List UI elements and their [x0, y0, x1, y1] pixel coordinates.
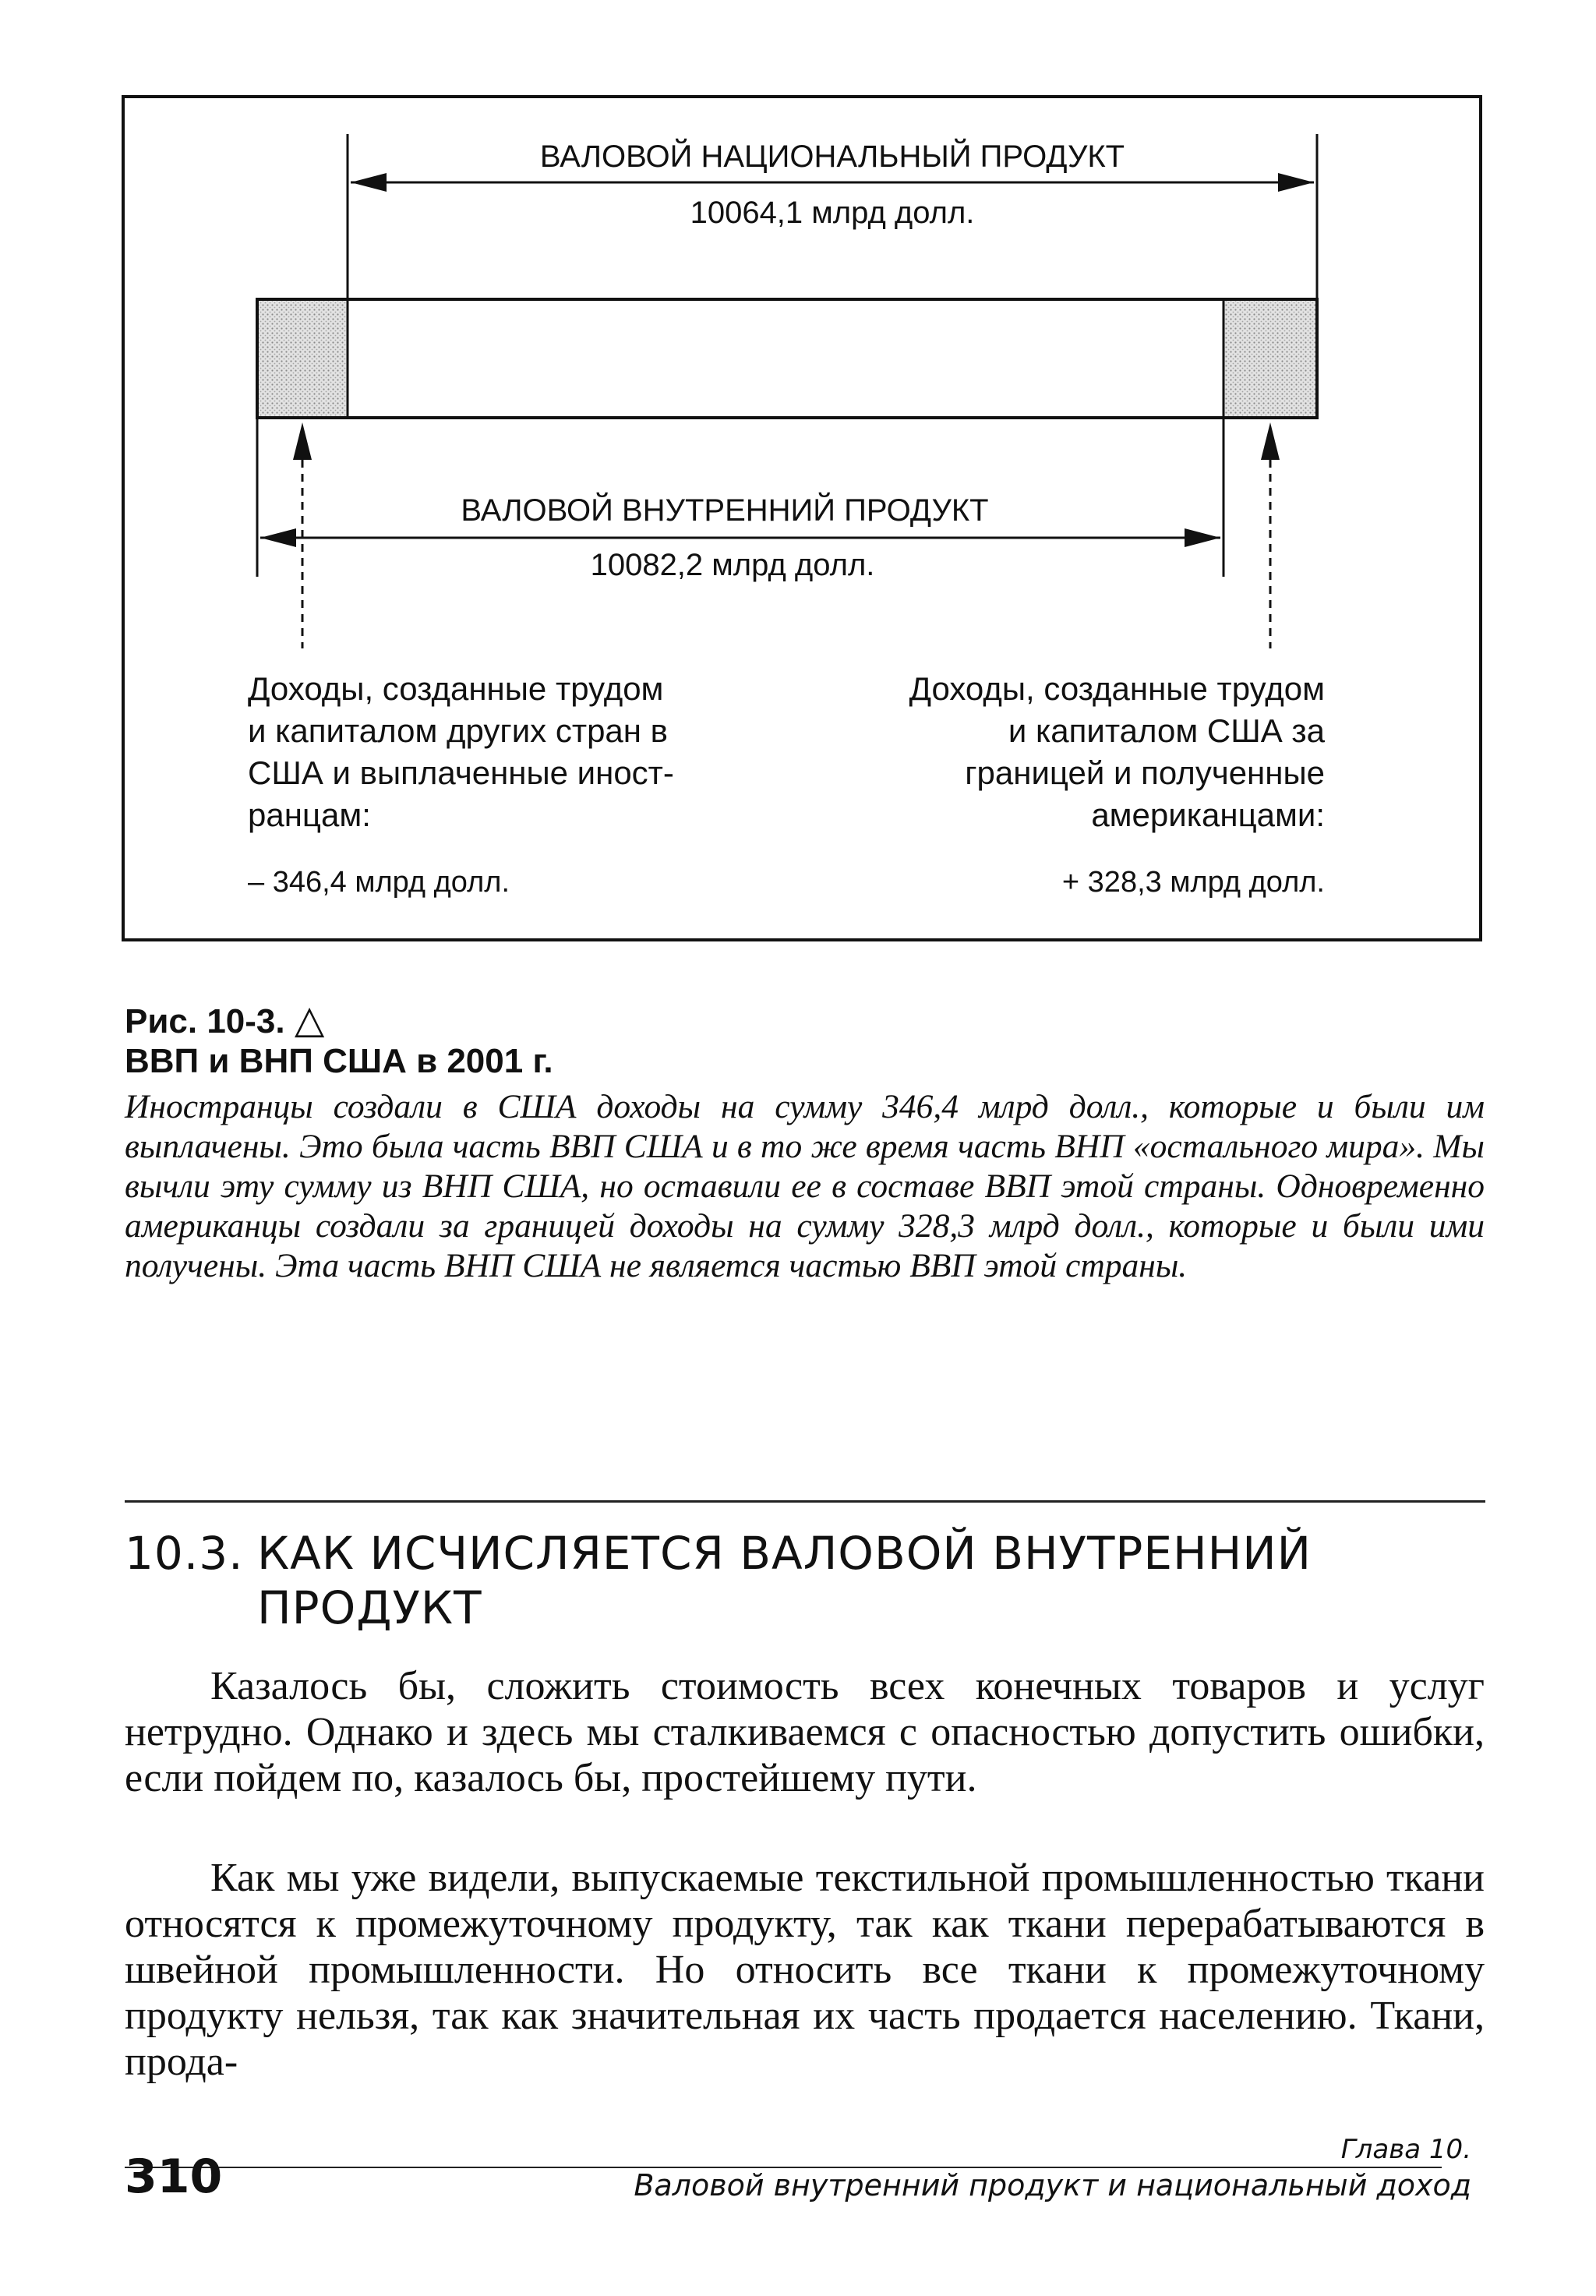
arrow-right-icon	[1185, 528, 1220, 547]
left-note-line: и капиталом других стран в	[248, 712, 668, 749]
gnp-title: ВАЛОВОЙ НАЦИОНАЛЬНЫЙ ПРОДУКТ	[539, 140, 1125, 174]
arrow-up-icon	[1261, 422, 1280, 460]
right-note-line: американцами:	[1091, 797, 1325, 833]
gdp-title: ВАЛОВОЙ ВНУТРЕННИЙ ПРОДУКТ	[461, 493, 989, 528]
right-note-amount: + 328,3 млрд долл.	[1061, 866, 1325, 899]
right-note-line: границей и полученные	[965, 754, 1325, 791]
left-note-line: ранцам:	[248, 797, 371, 833]
figure-title: ВВП и ВНП США в 2001 г.	[125, 1042, 553, 1080]
arrow-up-icon	[293, 422, 312, 460]
page-number: 310	[125, 2149, 223, 2204]
section-divider	[125, 1500, 1485, 1503]
figure-caption-text: Иностранцы создали в США доходы на сумму 346,4 млрд долл., которые и были им выплачены. Это была часть ВВП США и в то же время часть ВНП «остального мира». Мы вычли эту сумму из ВНП США, но оставили ее в составе ВВП этой страны. Одновременно американцы создали за границей доходы на сумму 328,3 млрд долл., которые и были ими получены. Эта часть ВНП США не является частью ВВП этой страны.	[125, 1088, 1485, 1284]
section-title-line-1: КАК ИСЧИСЛЯЕТСЯ ВАЛОВОЙ ВНУТРЕННИЙ	[257, 1527, 1312, 1580]
running-footer-title: Валовой внутренний продукт и национальный доход	[634, 2168, 1471, 2202]
right-note-line: Доходы, созданные трудом	[909, 670, 1325, 707]
figure-number: Рис. 10-3.	[125, 1002, 285, 1040]
left-note-line: Доходы, созданные трудом	[248, 670, 664, 707]
us-income-abroad-shaded-area	[1223, 299, 1317, 418]
gdp-gnp-diagram	[0, 0, 1596, 951]
left-note-amount: – 346,4 млрд долл.	[248, 866, 510, 899]
triangle-icon: △	[294, 998, 325, 1041]
arrow-right-icon	[1278, 173, 1314, 192]
running-footer-chapter: Глава 10.	[1340, 2134, 1471, 2165]
arrow-left-icon	[351, 173, 387, 192]
right-pointer	[1261, 422, 1280, 648]
paragraph: Казалось бы, сложить стоимость всех конечных товаров и услуг нетрудно. Однако и здесь мы сталкиваемся с опасностью допустить ошибки, если пойдем по, казалось бы, простейшему пути.	[125, 1664, 1485, 1800]
section-heading	[125, 1526, 1496, 1635]
gnp-value: 10064,1 млрд долл.	[690, 196, 975, 230]
gdp-value: 10082,2 млрд долл.	[590, 548, 875, 582]
section-title-line-2: ПРОДУКТ	[257, 1581, 482, 1634]
product-bar	[257, 299, 1317, 418]
right-note-line: и капиталом США за	[1008, 712, 1325, 749]
left-note-line: США и выплаченные иност-	[248, 754, 674, 791]
figure-label	[125, 999, 324, 1042]
arrow-left-icon	[260, 528, 296, 547]
foreign-income-shaded-area	[257, 299, 348, 418]
paragraph: Как мы уже видели, выпускаемые текстильной промышленностью ткани относятся к промежуточному продукту, так как ткани перерабатываются в швейной промышленности. Но относить все ткани к промежуточному продукту нельзя, так как значительная их часть продается населению. Ткани, прода-	[125, 1856, 1485, 2084]
section-number: 10.3.	[125, 1527, 244, 1580]
